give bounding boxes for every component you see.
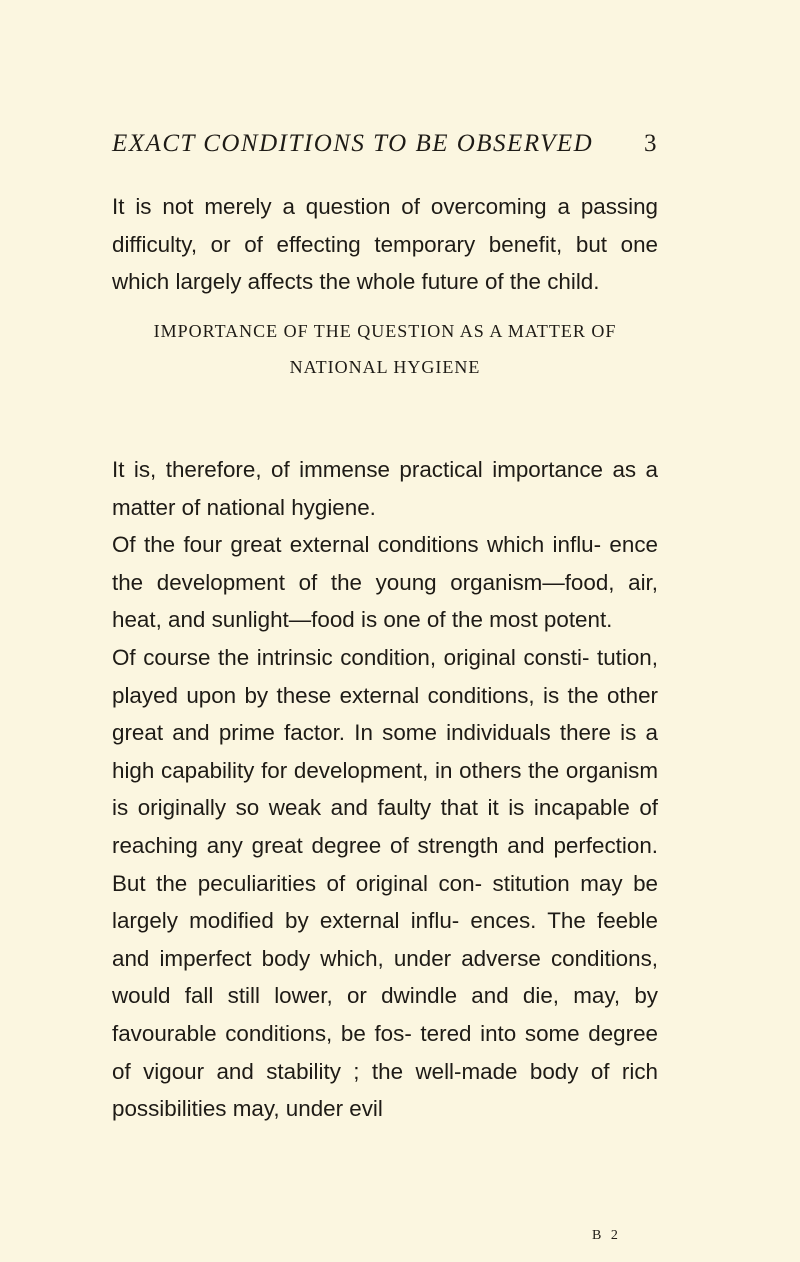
- running-head-title: EXACT CONDITIONS TO BE OBSERVED: [112, 130, 594, 157]
- paragraph: It is, therefore, of immense practical importance as a matter of national hygiene.: [112, 457, 658, 520]
- running-head: [112, 126, 658, 162]
- section-heading: IMPORTANCE OF THE QUESTION AS A MATTER OF NATIONAL HYGIENE: [153, 321, 617, 377]
- signature-mark: B 2: [592, 1228, 621, 1243]
- body-text-block: [112, 451, 658, 1128]
- paragraph: Of the four great external conditions which influ- ence the development of the young organism—food, air, heat, and sunlight—food is one of the most potent.: [112, 532, 658, 633]
- opening-paragraph-block: [112, 188, 658, 301]
- paragraph: It is not merely a question of overcoming a passing difficulty, or of effecting temporary benefit, but one which largely affects the whole future of the child.: [112, 194, 658, 295]
- page-number: 3: [644, 130, 658, 157]
- paragraph: Of course the intrinsic condition, original consti- tution, played upon by these external conditions, is the other great and prime factor. In some individuals there is a high capability for development, in others the organism is originally so weak and faulty that it is incapable of reaching any great degree of strength and perfection. But the peculiarities of original con- stitution may be largely modified by external influ- ences. The feeble and imperfect body which, under adverse conditions, would fall still lower, or dwindle and die, may, by favourable conditions, be fos- tered into some degree of vigour and stability ; the well-made body of rich possibilities may, under evil: [112, 644, 658, 1122]
